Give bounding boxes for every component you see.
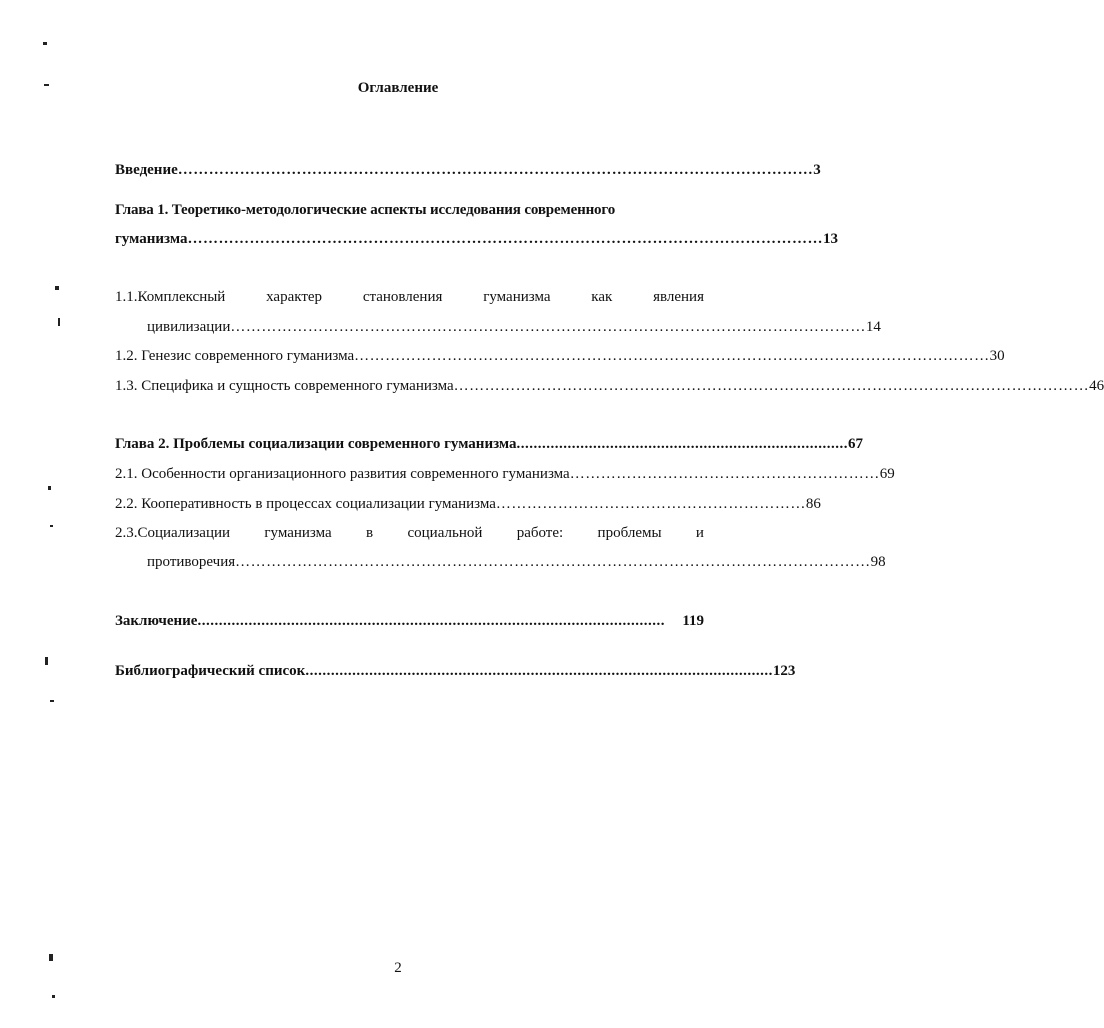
toc-entry-2-3-line2[interactable]: [147, 552, 886, 572]
toc-word: явления: [653, 289, 704, 305]
toc-word: социальной: [407, 525, 483, 541]
toc-word: и: [695, 525, 704, 541]
toc-entry-text: 1.2. Генезис современного гуманизма: [115, 348, 355, 364]
toc-entry-bibliography[interactable]: [115, 661, 796, 681]
toc-entry-chapter1-line1[interactable]: [115, 200, 704, 220]
toc-page-number: 13: [822, 231, 838, 247]
scan-speck: [52, 995, 55, 998]
toc-entry-1-1-line2[interactable]: [147, 317, 881, 337]
toc-entry-chapter1-line2[interactable]: [115, 229, 838, 249]
toc-entry-text: Глава 2. Проблемы социализации современного гуманизма: [115, 436, 517, 452]
toc-entry-2-1[interactable]: [115, 464, 895, 484]
toc-entry-intro[interactable]: [115, 160, 821, 180]
toc-page-number: 119: [682, 613, 704, 629]
scan-speck: [55, 286, 59, 290]
dot-leader: ……………………………………………………: [569, 466, 880, 482]
scan-speck: [58, 318, 60, 326]
scan-speck: [49, 954, 53, 961]
toc-page-number: 69: [879, 466, 895, 482]
scan-speck: [50, 525, 53, 527]
toc-word: гуманизма: [264, 525, 332, 541]
toc-entry-text: 2.2. Кооперативность в процессах социализации гуманизма: [115, 496, 496, 512]
toc-entry-1-3[interactable]: [115, 376, 1104, 396]
dot-leader: ……………………………………………………………………………………………………………: [354, 348, 990, 364]
toc-word: проблемы: [597, 525, 662, 541]
toc-entry-text: цивилизации: [147, 319, 231, 335]
scan-speck: [45, 657, 48, 665]
toc-word: 1.1.Комплексный: [115, 289, 226, 305]
toc-page-number: 14: [865, 319, 881, 335]
toc-entry-1-2[interactable]: [115, 346, 1005, 366]
toc-page-number: 86: [805, 496, 821, 512]
toc-word: характер: [266, 289, 323, 305]
toc-entry-text: Библиографический список: [115, 663, 306, 679]
page-title: Оглавление: [357, 80, 439, 96]
dot-leader: ……………………………………………………………………………………………………………: [187, 231, 823, 247]
toc-page-number: 98: [870, 554, 886, 570]
scan-speck: [50, 700, 54, 702]
toc-word: гуманизма: [483, 289, 551, 305]
toc-entry-conclusion[interactable]: [115, 611, 704, 631]
toc-word: в: [366, 525, 374, 541]
scan-speck: [44, 84, 49, 86]
toc-entry-text: гуманизма: [115, 231, 188, 247]
toc-page-number: 46: [1089, 378, 1104, 394]
toc-word: 2.3.Социализации: [115, 525, 231, 541]
toc-word: работе:: [516, 525, 564, 541]
toc-page-number: 67: [848, 436, 864, 452]
toc-entry-2-2[interactable]: [115, 494, 821, 514]
scan-speck: [43, 42, 47, 45]
toc-page-number: 3: [813, 162, 821, 178]
toc-entry-chapter2[interactable]: [115, 434, 864, 454]
page-number: 2: [394, 960, 402, 976]
toc-entry-text: 1.3. Специфика и сущность современного гуманизма: [115, 378, 454, 394]
toc-entry-text: Введение: [115, 162, 178, 178]
toc-page-number: 123: [772, 663, 796, 679]
toc-word: как: [591, 289, 613, 305]
dot-leader: ..............................................................................: [516, 436, 849, 452]
dot-leader: ..............................................................................................................: [197, 613, 665, 629]
scan-speck: [48, 486, 51, 490]
dot-leader: ……………………………………………………………………………………………………………: [453, 378, 1090, 394]
dot-leader: ……………………………………………………………………………………………………………: [177, 162, 814, 178]
dot-leader: ..............................................................................................................: [305, 663, 773, 679]
toc-entry-text: противоречия: [147, 554, 236, 570]
dot-leader: ……………………………………………………………………………………………………………: [230, 319, 866, 335]
toc-page-number: 30: [989, 348, 1005, 364]
toc-entry-text: 2.1. Особенности организационного развития современного гуманизма: [115, 466, 570, 482]
toc-entry-1-1-line1[interactable]: [115, 287, 704, 307]
toc-entry-text: Глава 1. Теоретико-методологические аспекты исследования современного: [115, 202, 616, 218]
toc-word: становления: [362, 289, 443, 305]
toc-entry-text: Заключение: [115, 613, 198, 629]
dot-leader: ……………………………………………………: [495, 496, 806, 512]
toc-entry-2-3-line1[interactable]: [115, 523, 704, 543]
dot-leader: ……………………………………………………………………………………………………………: [235, 554, 871, 570]
